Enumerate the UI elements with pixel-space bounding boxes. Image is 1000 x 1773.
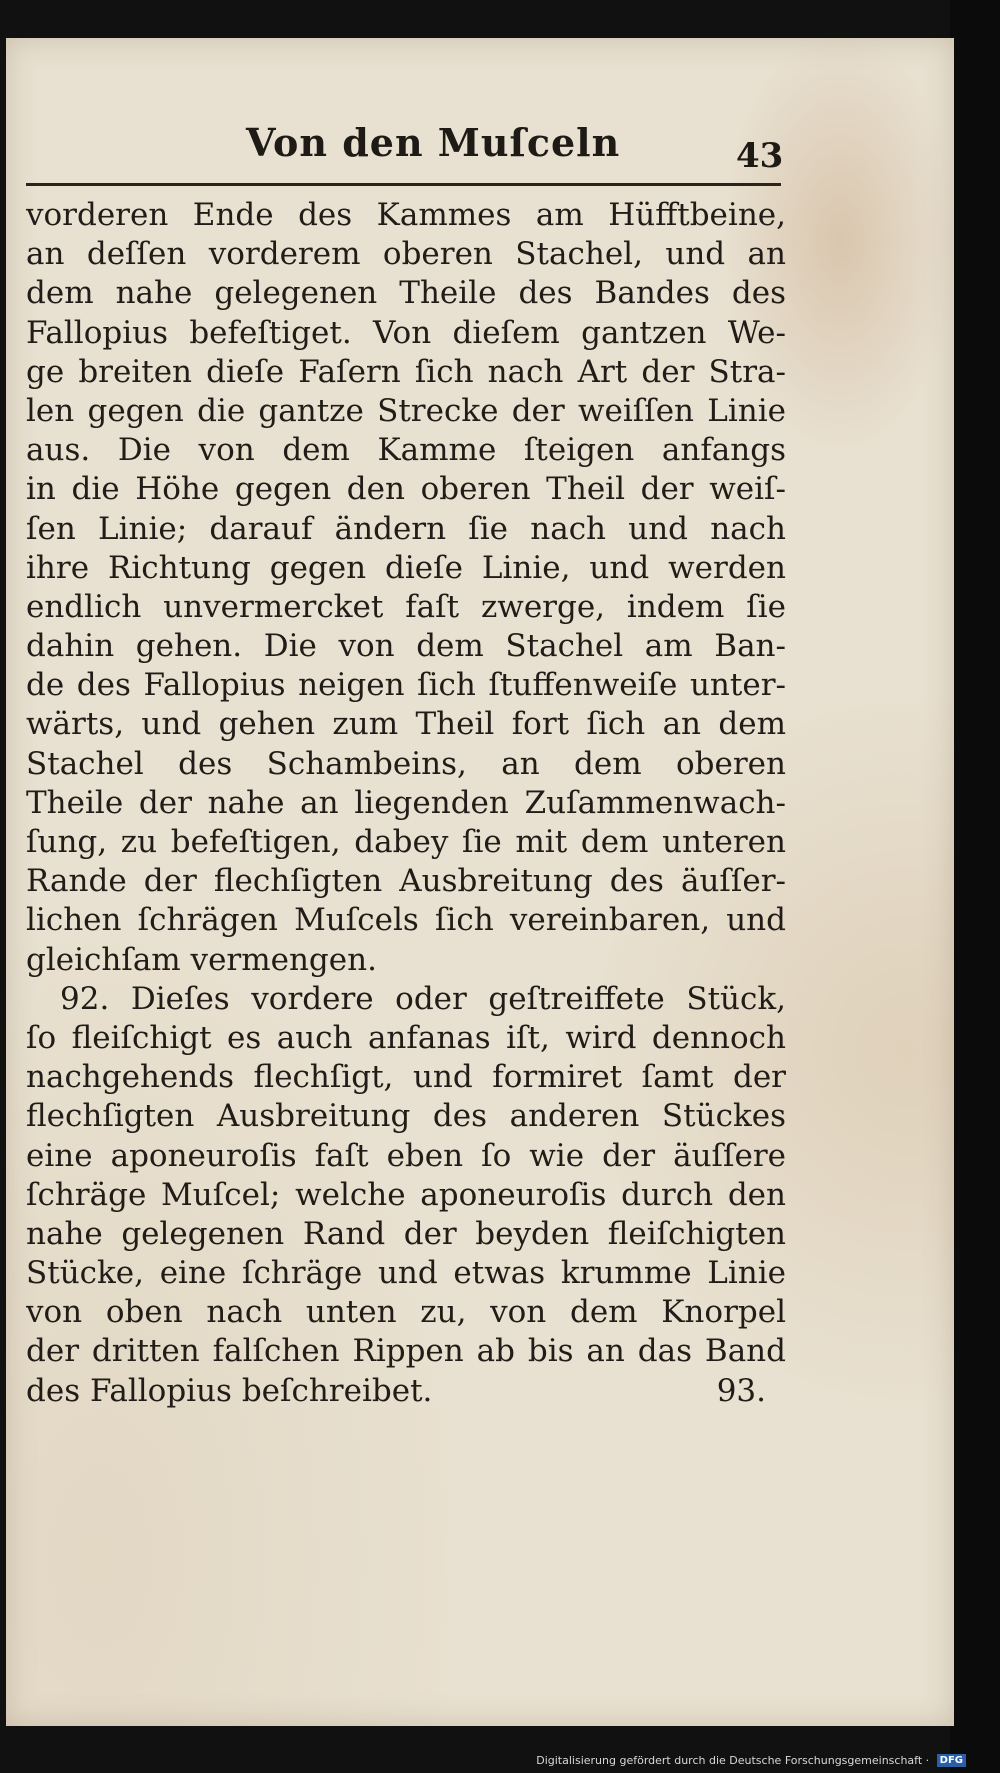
text-line: ſen Linie; darauf ändern ſie nach und nach [26, 510, 786, 547]
text-line: ſung, zu befeſtigen, dabey ſie mit dem unteren [26, 824, 786, 860]
text-line: flechſigten Ausbreitung des anderen Stückes [26, 1098, 786, 1135]
text-line: ſo fleiſchigt es auch anfanas iſt, wird dennoch [26, 1019, 786, 1056]
dfg-logo: DFG [937, 1754, 966, 1767]
text-line: von oben nach unten zu, von dem Knorpel [26, 1294, 786, 1331]
text-line: vorderen Ende des Kammes am Hüfftbeine, [26, 197, 786, 233]
book-edge [950, 0, 1000, 1773]
text-line: lichen ſchrägen Muſcels ſich vereinbaren, und [26, 902, 786, 939]
text-line: dem nahe gelegenen Theile des Bandes des [26, 275, 786, 312]
running-head: Von den Muſceln [246, 120, 621, 165]
text-line: in die Höhe gegen den oberen Theil der weiſ- [26, 471, 786, 508]
text-line: des Fallopius beſchreibet. [26, 1372, 433, 1409]
text-line: ihre Richtung gegen dieſe Linie, und werden [26, 549, 786, 586]
text-line: eine aponeuroſis faſt eben ſo wie der äuſſere [26, 1137, 786, 1174]
text-line: len gegen die gantze Strecke der weiſſen Linie [26, 392, 786, 429]
text-line: nahe gelegenen Rand der beyden fleiſchigten [26, 1215, 786, 1252]
book-page [6, 38, 954, 1726]
text-line: Stachel des Schambeins, an dem oberen [26, 745, 786, 782]
text-line: ge breiten dieſe Faſern ſich nach Art der Stra- [26, 353, 786, 390]
text-line: dahin gehen. Die von dem Stachel am Ban- [26, 628, 786, 665]
text-line: der dritten falſchen Rippen ab bis an das Band [26, 1333, 786, 1370]
text-line: aus. Die von dem Kamme ſteigen anfangs [26, 432, 786, 469]
text-line: ſchräge Muſcel; welche aponeuroſis durch den [26, 1176, 786, 1213]
text-line: endlich unvermercket faſt zwerge, indem ſie [26, 588, 786, 625]
digitization-credit [536, 1754, 966, 1768]
text-line: de des Fallopius neigen ſich ſtuffenweiſe unter- [26, 667, 786, 704]
text-line: Rande der flechſigten Ausbreitung des äuſſer- [26, 863, 786, 900]
text-line: gleichſam vermengen. [26, 941, 377, 978]
text-line: an deſſen vorderem oberen Stachel, und an [26, 236, 786, 273]
text-line: nachgehends flechſigt, und formiret ſamt der [26, 1059, 786, 1096]
text-line: Theile der nahe an liegenden Zuſammenwach- [26, 784, 786, 821]
header-rule [26, 183, 781, 186]
body-text [26, 196, 786, 1411]
text-line: wärts, und gehen zum Theil fort ſich an dem [26, 706, 786, 743]
page-number: 43 [736, 136, 784, 176]
text-line: Stücke, eine ſchräge und etwas krumme Linie [26, 1255, 786, 1292]
text-line: Fallopius befeſtiget. Von dieſem gantzen We- [26, 314, 786, 351]
last-text-line [26, 1372, 786, 1411]
catchword: 93. [716, 1372, 766, 1409]
credit-text: Digitalisierung gefördert durch die Deutsche Forschungsgemeinschaft · [536, 1753, 930, 1767]
text-line: 92. Dieſes vordere oder geſtreiffete Stück, [60, 980, 786, 1017]
